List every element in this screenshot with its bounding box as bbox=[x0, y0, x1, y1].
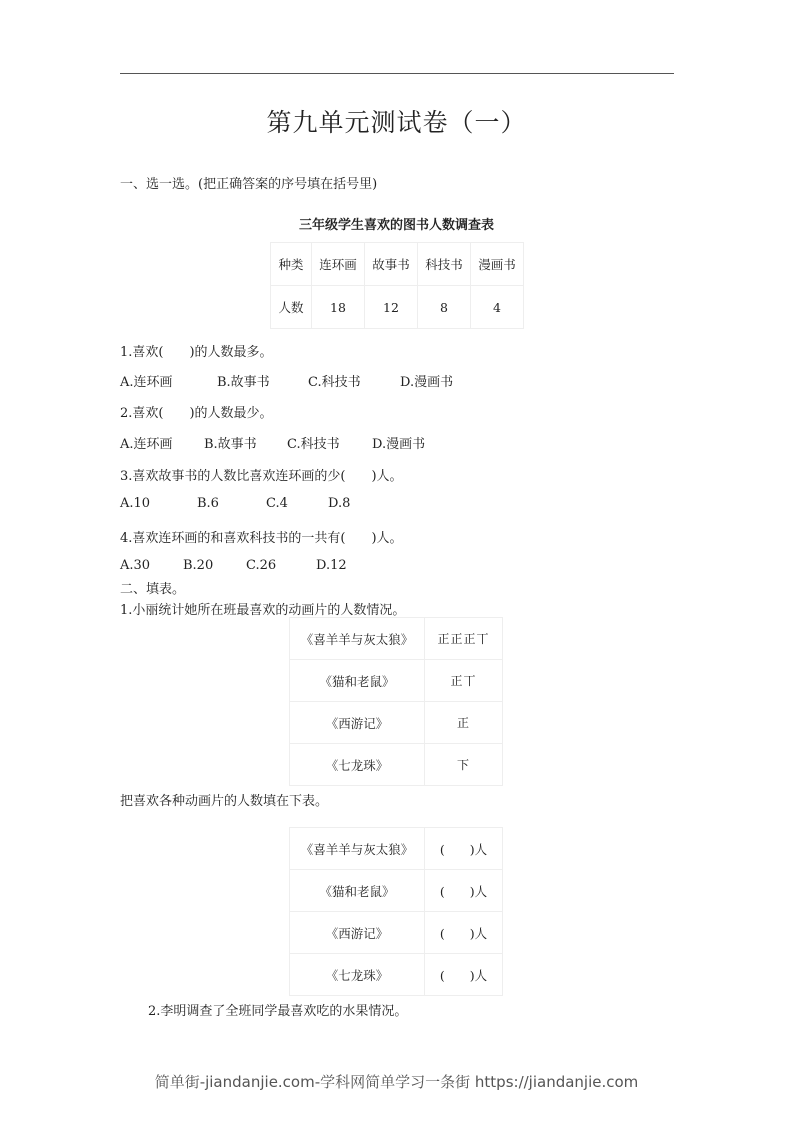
question-4-option-b: B.20 bbox=[183, 558, 214, 573]
cartoon-name: 《猫和老鼠》 bbox=[290, 870, 425, 912]
table-cell: 8 bbox=[418, 286, 471, 329]
question-2-stem: 2.喜欢( )的人数最少。 bbox=[120, 406, 273, 421]
table-row bbox=[290, 744, 503, 786]
cartoon-name: 《喜羊羊与灰太狼》 bbox=[290, 618, 425, 660]
answer-blank[interactable]: ( )人 bbox=[425, 870, 503, 912]
question-4-option-d: D.12 bbox=[316, 558, 347, 573]
question-2-option-d: D.漫画书 bbox=[372, 437, 426, 452]
question-3-stem: 3.喜欢故事书的人数比喜欢连环画的少( )人。 bbox=[120, 469, 403, 484]
table-row bbox=[290, 702, 503, 744]
table-row bbox=[290, 870, 503, 912]
answer-blank[interactable]: ( )人 bbox=[425, 954, 503, 996]
page-title: 第九单元测试卷（一） bbox=[266, 108, 527, 137]
cartoon-name: 《喜羊羊与灰太狼》 bbox=[290, 828, 425, 870]
section1-heading: 一、选一选。(把正确答案的序号填在括号里) bbox=[120, 177, 378, 192]
question-1-option-c: C.科技书 bbox=[308, 375, 361, 390]
header-rule bbox=[120, 73, 674, 74]
cartoon-name: 《西游记》 bbox=[290, 702, 425, 744]
question-1-option-a: A.连环画 bbox=[120, 375, 173, 390]
tally-marks: 正丅 bbox=[425, 660, 503, 702]
book-survey-table bbox=[270, 242, 524, 329]
tally-marks: 正正正丅 bbox=[425, 618, 503, 660]
question-1-option-b: B.故事书 bbox=[217, 375, 270, 390]
table-caption: 三年级学生喜欢的图书人数调查表 bbox=[298, 218, 494, 233]
cartoon-name: 《猫和老鼠》 bbox=[290, 660, 425, 702]
tally-marks: 下 bbox=[425, 744, 503, 786]
table-row bbox=[271, 286, 524, 329]
table-cell: 种类 bbox=[271, 243, 312, 286]
answer-blank[interactable]: ( )人 bbox=[425, 828, 503, 870]
table-cell: 18 bbox=[312, 286, 365, 329]
footer-watermark: 简单街-jiandanjie.com-学科网简单学习一条街 https://jiandanjie.com bbox=[154, 1073, 639, 1091]
question-3-option-a: A.10 bbox=[120, 496, 151, 511]
question-4-option-c: C.26 bbox=[246, 558, 277, 573]
table-row bbox=[290, 618, 503, 660]
cartoon-name: 《西游记》 bbox=[290, 912, 425, 954]
section2-heading: 二、填表。 bbox=[120, 582, 186, 597]
tally-marks: 正 bbox=[425, 702, 503, 744]
table-cell: 科技书 bbox=[418, 243, 471, 286]
table-row bbox=[271, 243, 524, 286]
section2-question-1: 1.小丽统计她所在班最喜欢的动画片的人数情况。 bbox=[120, 603, 406, 618]
question-1-stem: 1.喜欢( )的人数最多。 bbox=[120, 345, 273, 360]
question-3-option-d: D.8 bbox=[328, 496, 351, 511]
question-3-option-c: C.4 bbox=[266, 496, 288, 511]
answer-blank[interactable]: ( )人 bbox=[425, 912, 503, 954]
table-cell: 人数 bbox=[271, 286, 312, 329]
table-cell: 故事书 bbox=[365, 243, 418, 286]
question-4-stem: 4.喜欢连环画的和喜欢科技书的一共有( )人。 bbox=[120, 531, 403, 546]
cartoon-name: 《七龙珠》 bbox=[290, 744, 425, 786]
fill-instruction: 把喜欢各种动画片的人数填在下表。 bbox=[120, 794, 329, 809]
section2-question-2: 2.李明调查了全班同学最喜欢吃的水果情况。 bbox=[148, 1004, 408, 1019]
question-2-option-c: C.科技书 bbox=[287, 437, 340, 452]
table-cell: 4 bbox=[471, 286, 524, 329]
table-row bbox=[290, 954, 503, 996]
fill-in-table bbox=[289, 827, 503, 996]
question-1-option-d: D.漫画书 bbox=[400, 375, 454, 390]
tally-table bbox=[289, 617, 503, 786]
table-cell: 连环画 bbox=[312, 243, 365, 286]
question-2-option-a: A.连环画 bbox=[120, 437, 173, 452]
table-row bbox=[290, 828, 503, 870]
question-4-option-a: A.30 bbox=[120, 558, 151, 573]
question-2-option-b: B.故事书 bbox=[204, 437, 257, 452]
table-row bbox=[290, 660, 503, 702]
table-cell: 漫画书 bbox=[471, 243, 524, 286]
table-cell: 12 bbox=[365, 286, 418, 329]
cartoon-name: 《七龙珠》 bbox=[290, 954, 425, 996]
table-row bbox=[290, 912, 503, 954]
question-3-option-b: B.6 bbox=[197, 496, 219, 511]
